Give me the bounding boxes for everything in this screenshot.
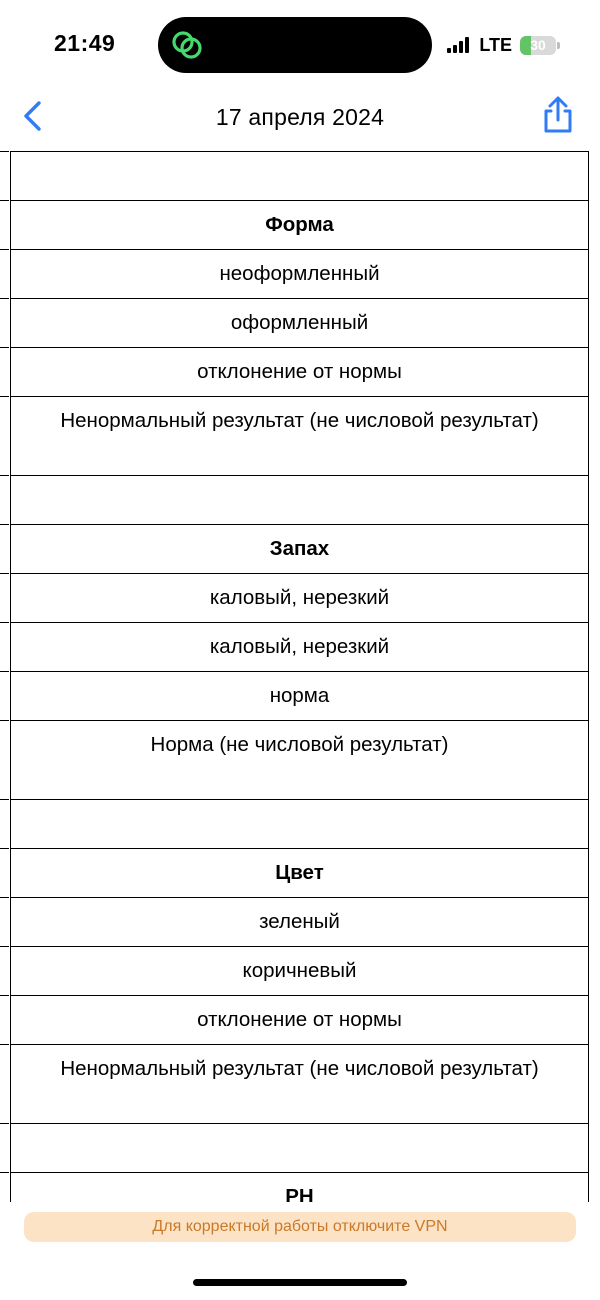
document-viewer[interactable]: [0, 145, 600, 1202]
table-row: [11, 249, 588, 298]
table-cell-text: коричневый: [242, 959, 357, 982]
table-cell-text: зеленый: [259, 910, 340, 933]
table-cell-text: [11, 152, 588, 164]
table-cell-text: [11, 800, 588, 812]
table-cell-text: отклонение от нормы: [197, 1008, 402, 1031]
table-row-empty: [11, 1123, 588, 1172]
table-row-empty: [11, 151, 588, 200]
dynamic-island[interactable]: [158, 17, 432, 73]
table-row: [11, 298, 588, 347]
signal-strength-icon: [447, 37, 471, 53]
back-button[interactable]: [14, 96, 54, 136]
table-cell-text: оформленный: [230, 311, 369, 334]
status-bar: [0, 0, 600, 90]
table-cell-text: неоформленный: [219, 262, 380, 285]
table-section-header: [11, 848, 588, 897]
table-row-empty: [11, 799, 588, 848]
table-row: [11, 396, 588, 475]
table-cell-text: каловый, нерезкий: [209, 635, 390, 658]
table-row: [11, 897, 588, 946]
network-type: LTE: [479, 34, 512, 55]
status-indicators: [447, 33, 560, 57]
table-row: [11, 573, 588, 622]
table-section-header: [11, 1172, 588, 1202]
table-row: [11, 720, 588, 799]
page-title: 17 апреля 2024: [215, 104, 385, 130]
share-icon: [538, 94, 578, 136]
table-section-header: [11, 524, 588, 573]
table-cell-text: [11, 476, 588, 488]
table-row: [11, 1044, 588, 1123]
table-row: [11, 671, 588, 720]
table-cell-text: Запах: [269, 537, 330, 560]
share-button[interactable]: [538, 94, 578, 136]
table-cell-text: норма: [269, 684, 330, 707]
table-cell-text: PH: [285, 1185, 314, 1202]
table-cell-text: Цвет: [275, 861, 324, 884]
battery-cap: [557, 42, 560, 49]
table-row: [11, 622, 588, 671]
table-cell-text: Ненормальный результат (не числовой результат): [60, 409, 539, 432]
battery-level: 30: [530, 36, 546, 53]
results-table: [10, 151, 589, 1202]
table-cell-text: Форма: [265, 213, 334, 236]
table-row: [11, 946, 588, 995]
table-cell-text: каловый, нерезкий: [209, 586, 390, 609]
chevron-left-icon: [14, 96, 54, 136]
table-cell-text: отклонение от нормы: [197, 360, 402, 383]
table-cell-text: Ненормальный результат (не числовой результат): [60, 1057, 539, 1080]
link-chain-icon: [170, 29, 204, 61]
table-row: [11, 995, 588, 1044]
status-time: 21:49: [54, 30, 116, 56]
navigation-bar: [0, 90, 600, 144]
vpn-warning-banner: Для корректной работы отключите VPN: [24, 1212, 576, 1242]
table-row: [11, 347, 588, 396]
table-cell-text: Норма (не числовой результат): [150, 733, 449, 756]
table-row-empty: [11, 475, 588, 524]
table-cell-text: [11, 1124, 588, 1136]
table-section-header: [11, 200, 588, 249]
home-indicator[interactable]: [193, 1279, 407, 1286]
battery-icon: [520, 36, 556, 55]
